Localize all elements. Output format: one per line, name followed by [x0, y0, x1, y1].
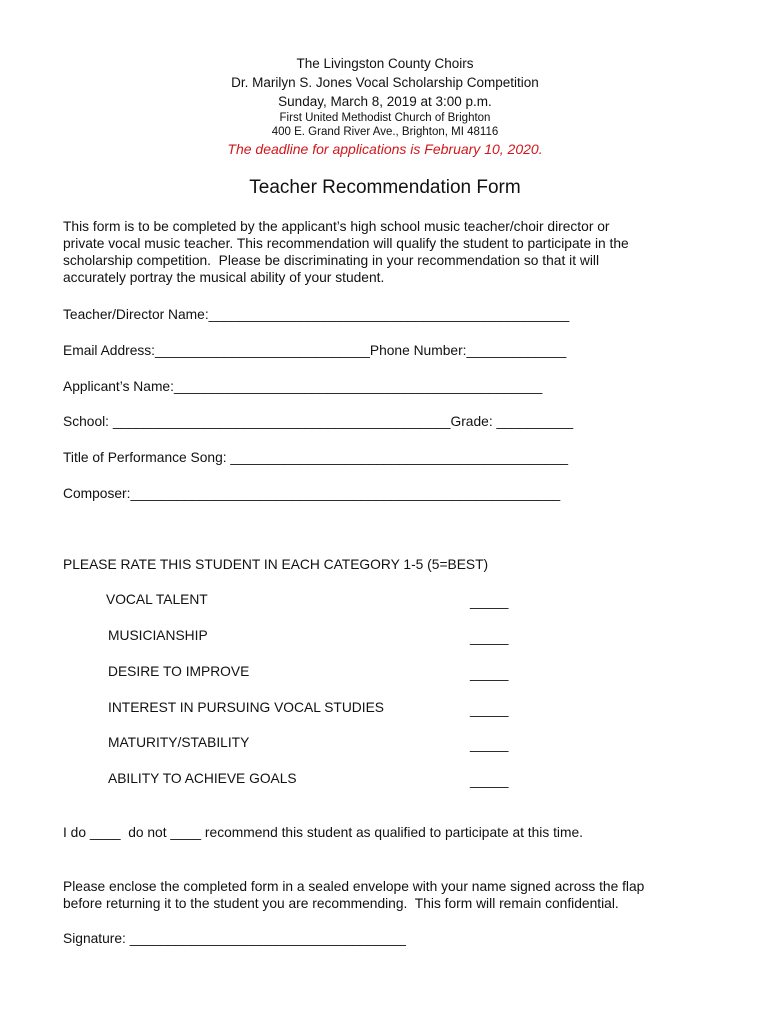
performance-song-field[interactable]: Title of Performance Song: ____________________________________________ [63, 450, 569, 465]
venue-name: First United Methodist Church of Brighton [279, 112, 491, 124]
closing-line: Please enclose the completed form in a sealed envelope with your name signed across the flap [63, 879, 645, 894]
rating-category-label: INTEREST IN PURSUING VOCAL STUDIES [108, 700, 384, 715]
competition-name: Dr. Marilyn S. Jones Vocal Scholarship Competition [231, 75, 539, 90]
event-date: Sunday, March 8, 2019 at 3:00 p.m. [278, 94, 492, 109]
rating-blank[interactable]: _____ [470, 702, 509, 717]
composer-field[interactable]: Composer:________________________________________________________ [63, 486, 561, 501]
rating-category-label: VOCAL TALENT [106, 592, 208, 607]
intro-line: scholarship competition. Please be discriminating in your recommendation so that it will [63, 253, 600, 268]
rating-category-label: MUSICIANSHIP [108, 628, 208, 643]
org-name: The Livingston County Choirs [296, 56, 474, 71]
applicant-name-field[interactable]: Applicant’s Name:________________________________________________ [63, 379, 543, 394]
teacher-name-field[interactable]: Teacher/Director Name:_______________________________________________ [63, 307, 570, 322]
rating-category-label: MATURITY/STABILITY [108, 735, 250, 750]
signature-field[interactable]: Signature: ____________________________________ [63, 931, 406, 946]
rating-blank[interactable]: _____ [470, 666, 509, 681]
email-phone-field[interactable]: Email Address:____________________________Phone Number:_____________ [63, 343, 567, 358]
rating-category-label: ABILITY TO ACHIEVE GOALS [108, 771, 297, 786]
closing-line: before returning it to the student you are recommending. This form will remain confidential. [63, 896, 619, 911]
rating-blank[interactable]: _____ [470, 630, 509, 645]
recommend-statement[interactable]: I do ____ do not ____ recommend this student as qualified to participate at this time. [63, 825, 583, 840]
rating-blank[interactable]: _____ [470, 773, 509, 788]
rating-instruction: PLEASE RATE THIS STUDENT IN EACH CATEGORY 1-5 (5=BEST) [63, 557, 489, 572]
intro-line: accurately portray the musical ability of your student. [63, 270, 385, 285]
school-grade-field[interactable]: School: ____________________________________________Grade: __________ [63, 414, 574, 429]
rating-category-label: DESIRE TO IMPROVE [108, 664, 250, 679]
intro-line: This form is to be completed by the applicant’s high school music teacher/choir director or [63, 219, 610, 234]
deadline-notice: The deadline for applications is February 10, 2020. [227, 141, 543, 157]
venue-address: 400 E. Grand River Ave., Brighton, MI 48116 [271, 126, 499, 138]
rating-blank[interactable]: _____ [470, 737, 509, 752]
rating-blank[interactable]: _____ [470, 594, 509, 609]
intro-line: private vocal music teacher. This recommendation will qualify the student to participate in the [63, 236, 629, 251]
form-title: Teacher Recommendation Form [249, 177, 521, 198]
